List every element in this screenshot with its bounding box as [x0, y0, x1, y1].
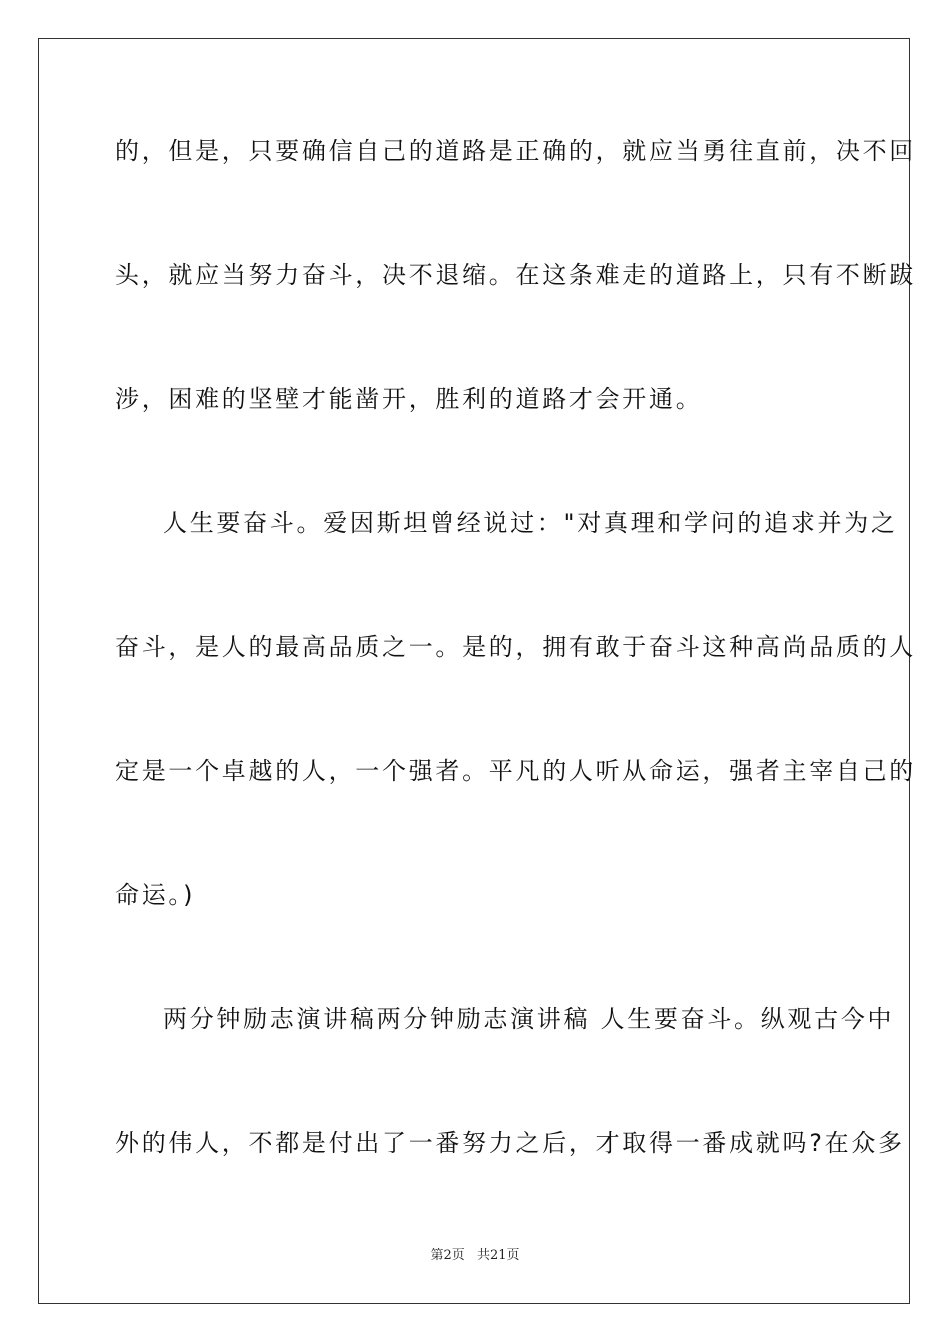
body-line-8: 两分钟励志演讲稿两分钟励志演讲稿 人生要奋斗。纵观古今中	[163, 1005, 895, 1033]
body-line-6: 定是一个卓越的人，一个强者。平凡的人听从命运，强者主宰自己的	[115, 757, 916, 785]
page-footer	[0, 1244, 950, 1263]
page-number: 第2页	[430, 1248, 465, 1263]
body-line-2: 头，就应当努力奋斗，决不退缩。在这条难走的道路上，只有不断跋	[115, 261, 916, 289]
body-line-7: 命运。)	[115, 881, 196, 909]
body-line-9: 外的伟人，不都是付出了一番努力之后，才取得一番成就吗?在众多	[115, 1129, 905, 1157]
page-total: 共21页	[476, 1248, 520, 1263]
body-line-5: 奋斗，是人的最高品质之一。是的，拥有敢于奋斗这种高尚品质的人	[115, 633, 916, 661]
page-border	[38, 38, 916, 1304]
body-line-3: 涉，困难的坚壁才能凿开，胜利的道路才会开通。	[115, 385, 703, 413]
body-line-1: 的，但是，只要确信自己的道路是正确的，就应当勇往直前，决不回	[115, 137, 916, 165]
body-line-4: 人生要奋斗。爱因斯坦曾经说过："对真理和学问的追求并为之	[163, 509, 898, 537]
